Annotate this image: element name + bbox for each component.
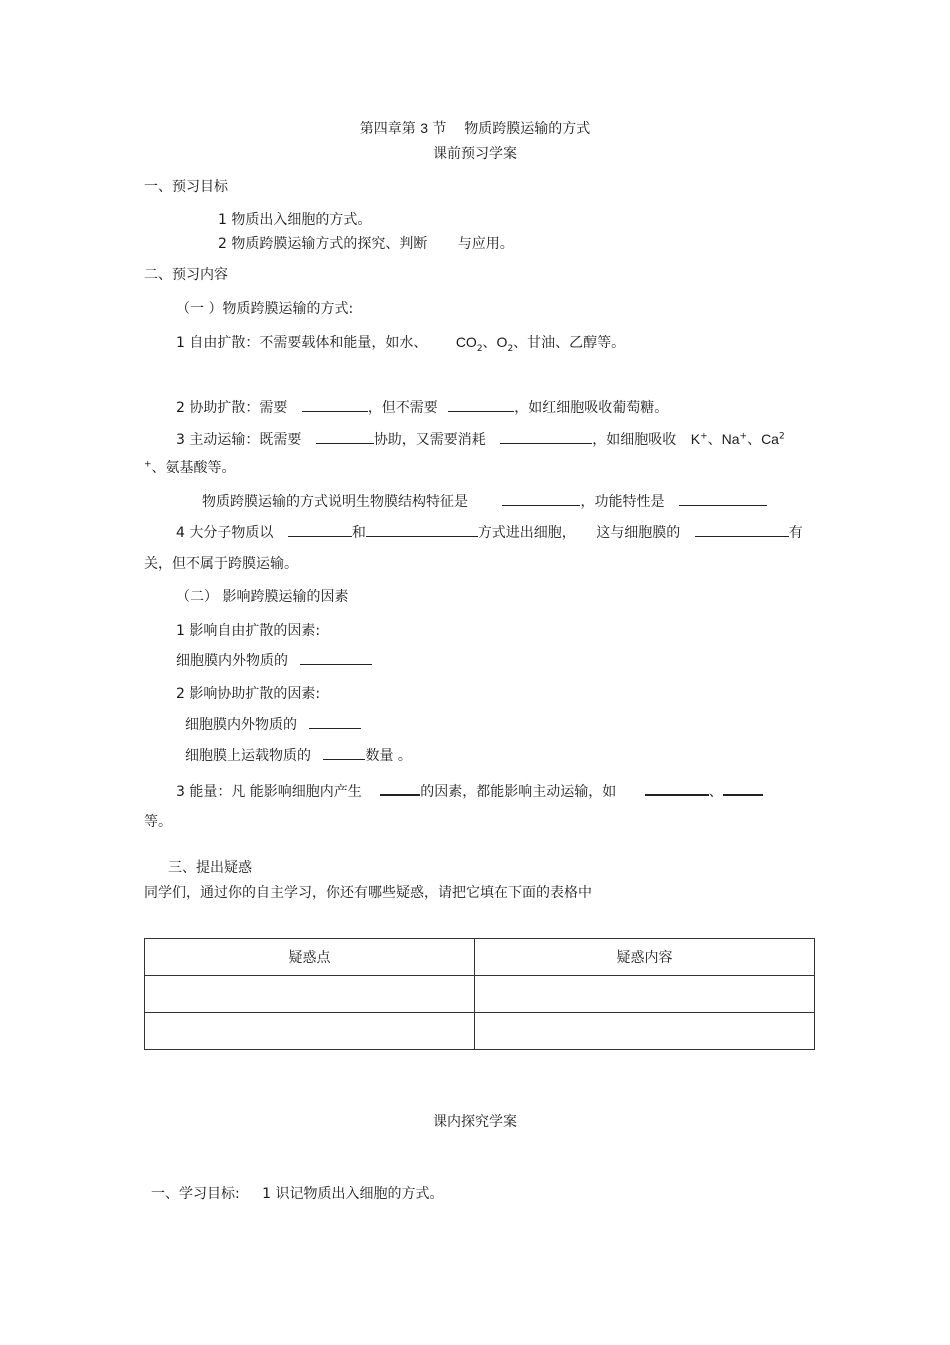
- factor-1-text: 细胞膜内外物质的: [176, 653, 288, 669]
- answer-blank[interactable]: [366, 523, 478, 537]
- part3-intro: 同学们，通过你的自主学习，你还有哪些疑惑，请把它填在下面的表格中: [144, 885, 592, 901]
- active-text-c: ，如细胞吸收: [592, 432, 677, 448]
- answer-blank[interactable]: [302, 398, 368, 412]
- active-transport-line-2: [144, 459, 236, 477]
- table-cell[interactable]: [145, 976, 475, 1013]
- page-subtitle: 课前预习学案: [433, 146, 517, 162]
- o2-formula: O: [496, 334, 508, 350]
- facilitated-text-a: 2 协助扩散：需要: [176, 400, 288, 416]
- macromolecule-line-2: 关，但不属于跨膜运输。: [144, 556, 298, 572]
- ion-ca-charge: 2: [778, 431, 785, 442]
- title-section-number: 3: [420, 120, 428, 136]
- features-text-b: ，功能特性是: [580, 494, 665, 510]
- active-text-a: 3 主动运输：既需要: [176, 432, 302, 448]
- questions-table: [144, 938, 815, 1050]
- subsection-2-heading: （二） 影响跨膜运输的因素: [176, 589, 349, 605]
- ion-ca: Ca: [761, 431, 779, 447]
- answer-blank[interactable]: [448, 398, 514, 412]
- learning-goal-text: 1 识记物质出入细胞的方式。: [262, 1186, 444, 1202]
- answer-blank[interactable]: [502, 492, 580, 506]
- factor-1-heading: 1 影响自由扩散的因素:: [176, 623, 321, 639]
- goal-1: 1 物质出入细胞的方式。: [218, 212, 372, 228]
- goal-2: [218, 235, 514, 253]
- features-text-a: 物质跨膜运输的方式说明生物膜结构特征是: [202, 494, 468, 510]
- section2-title: 课内探究学案: [433, 1114, 517, 1130]
- separator: 、: [482, 335, 497, 351]
- learning-goal-heading: 一、学习目标:: [151, 1186, 240, 1202]
- free-diffusion-line: [176, 333, 625, 352]
- macro-text-a: 4 大分子物质以: [176, 525, 274, 541]
- part1-heading: 一、预习目标: [144, 179, 228, 195]
- macro-text-c: 方式进出细胞，: [477, 525, 576, 541]
- answer-blank[interactable]: [380, 781, 420, 796]
- facilitated-text-b: ，但不需要: [367, 400, 438, 416]
- factor-3-line-2: 等。: [144, 814, 172, 830]
- page-title: [0, 119, 950, 138]
- ion-na-charge: +: [739, 431, 748, 442]
- answer-blank[interactable]: [288, 523, 352, 537]
- factor-2-text-a: 细胞膜内外物质的: [185, 717, 297, 733]
- ion-na: Na: [721, 431, 740, 447]
- ion-ca-charge-continued: +: [144, 459, 152, 470]
- active-text-b: 协助，又需要消耗: [373, 432, 486, 448]
- factor-3-text-a: 3 能量：凡 能影响细胞内产生: [176, 784, 362, 800]
- answer-blank[interactable]: [316, 430, 374, 444]
- table-header-cell: 疑惑内容: [475, 939, 815, 976]
- part3-heading: 三、提出疑惑: [168, 860, 252, 876]
- co2-formula: CO: [455, 334, 477, 350]
- ion-k: K: [690, 431, 701, 447]
- answer-blank[interactable]: [500, 430, 592, 444]
- factor-2-line-b: [185, 746, 412, 765]
- factor-2-text-b: 细胞膜上运载物质的: [185, 748, 311, 764]
- facilitated-diffusion-line: [176, 398, 668, 417]
- factor-1-line: [176, 651, 372, 670]
- subsection-1-heading: （一 ）物质跨膜运输的方式:: [176, 301, 354, 317]
- macromolecule-line: [176, 523, 803, 542]
- title-topic: 物质跨膜运输的方式: [464, 121, 591, 137]
- table-cell[interactable]: [475, 976, 815, 1013]
- answer-blank[interactable]: [300, 651, 372, 665]
- table-header-row: [145, 939, 815, 976]
- membrane-features-line: [202, 492, 767, 511]
- table-row: [145, 1013, 815, 1050]
- co2-subscript: 2: [476, 343, 483, 354]
- learning-goal-line: [151, 1185, 444, 1203]
- answer-blank[interactable]: [695, 523, 789, 537]
- table-header-cell: 疑惑点: [145, 939, 475, 976]
- goal-2-text-a: 2 物质跨膜运输方式的探究、判断: [218, 236, 428, 252]
- title-chapter: 第四章第: [359, 121, 416, 137]
- answer-blank[interactable]: [309, 715, 361, 729]
- factor-2-text-b2: 数量 。: [365, 748, 412, 764]
- free-diffusion-text: 1 自由扩散：不需要载体和能量，如水、: [176, 335, 428, 351]
- macro-text-e: 有: [788, 525, 803, 541]
- facilitated-text-c: ，如红细胞吸收葡萄糖。: [514, 400, 669, 416]
- active-text-line-2: 、氨基酸等。: [151, 460, 236, 476]
- answer-blank[interactable]: [323, 746, 365, 760]
- goal-2-text-b: 与应用。: [457, 236, 514, 252]
- macro-text-d: 这与细胞膜的: [596, 525, 681, 541]
- table-row: [145, 976, 815, 1013]
- separator: 、: [707, 432, 722, 448]
- active-transport-line: [176, 430, 785, 449]
- answer-blank[interactable]: [679, 492, 767, 506]
- separator: 、: [708, 784, 723, 800]
- title-section-suffix: 节: [432, 121, 447, 137]
- factor-2-line-a: [185, 715, 361, 734]
- ion-k-charge: +: [700, 431, 708, 442]
- macro-text-b: 和: [351, 525, 366, 541]
- answer-blank[interactable]: [645, 781, 709, 796]
- o2-subscript: 2: [507, 343, 514, 354]
- free-diffusion-rest: 、甘油、乙醇等。: [513, 335, 626, 351]
- factor-3-line: [176, 781, 763, 801]
- answer-blank[interactable]: [723, 781, 763, 796]
- table-cell[interactable]: [145, 1013, 475, 1050]
- factor-3-text-b: 的因素，都能影响主动运输，如: [420, 784, 617, 800]
- part2-heading: 二、预习内容: [144, 267, 228, 283]
- separator: 、: [747, 432, 762, 448]
- factor-2-heading: 2 影响协助扩散的因素:: [176, 686, 321, 702]
- table-cell[interactable]: [475, 1013, 815, 1050]
